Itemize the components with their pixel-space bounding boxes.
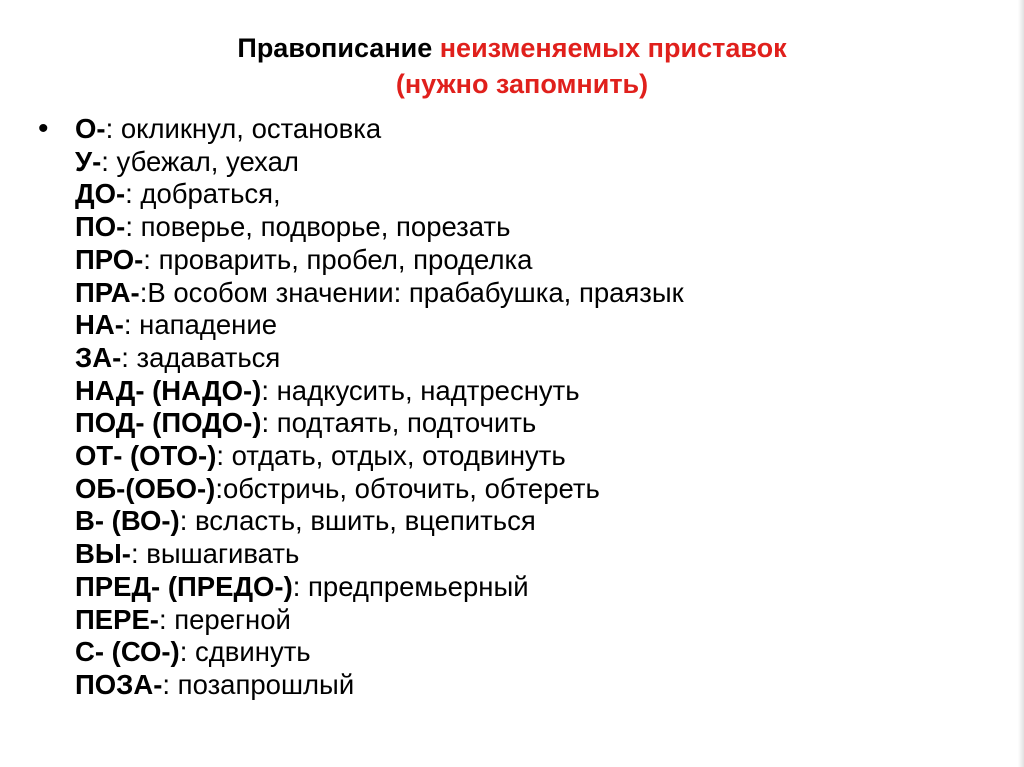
list-item [75, 669, 684, 702]
list-item [75, 407, 684, 440]
list-item [75, 211, 684, 244]
prefix-label: У- [75, 145, 102, 177]
list-item [75, 113, 684, 146]
title-line-1 [0, 30, 1024, 66]
prefix-examples: : задаваться [121, 341, 281, 373]
list-item [75, 244, 684, 277]
list-item [75, 636, 684, 669]
prefix-label: ОТ- (ОТО-) [75, 440, 217, 472]
list-item [75, 440, 684, 473]
list-item [75, 571, 684, 604]
prefix-examples: : добраться, [125, 178, 281, 210]
prefix-examples: : поверье, подворье, порезать [125, 211, 511, 243]
prefix-examples: :обстричь, обточить, обтереть [215, 472, 600, 504]
prefix-examples: : окликнул, остановка [105, 113, 382, 144]
prefix-label: ПЕРЕ- [75, 603, 159, 635]
prefix-label: ПРА- [75, 276, 140, 308]
prefix-label: ПО- [75, 211, 126, 243]
prefix-examples: : сдвинуть [179, 636, 311, 668]
slide-top-edge [0, 0, 1024, 12]
prefix-examples: : подтаять, подточить [261, 407, 537, 439]
prefix-examples: : проварить, пробел, проделка [143, 243, 533, 275]
prefix-label: ПРО- [75, 243, 144, 275]
list-item [75, 342, 684, 375]
list-item [75, 473, 684, 506]
prefix-list [75, 113, 684, 702]
prefix-label: С- (СО-) [75, 636, 180, 668]
list-item [75, 538, 684, 571]
prefix-label: ОБ-(ОБО-) [75, 472, 216, 504]
slide-title [0, 30, 1024, 102]
prefix-label: НА- [75, 309, 124, 341]
prefix-examples: : надкусить, надтреснуть [261, 374, 580, 406]
bullet-icon: • [38, 112, 49, 145]
prefix-label: ПОД- (ПОДО-) [75, 407, 262, 439]
list-item [75, 146, 684, 179]
list-item [75, 375, 684, 408]
prefix-label: ЗА- [75, 341, 122, 373]
list-item [75, 277, 684, 310]
title-plain-text: Правописание [237, 33, 440, 63]
list-item [75, 505, 684, 538]
prefix-examples: : перегной [158, 603, 291, 635]
title-accent-text: неизменяемых приставок [439, 33, 787, 63]
prefix-label: ПОЗА- [75, 668, 163, 700]
prefix-label: НАД- (НАДО-) [75, 374, 262, 406]
title-line-2: (нужно запомнить) [395, 69, 649, 99]
list-item [75, 309, 684, 342]
prefix-examples: :В особом значении: прабабушка, праязык [139, 276, 684, 308]
slide-right-shadow [1018, 0, 1024, 767]
prefix-examples: : убежал, уехал [101, 145, 299, 177]
list-item [75, 604, 684, 637]
prefix-examples: : предпремьерный [292, 570, 529, 602]
prefix-examples: : нападение [123, 309, 278, 341]
prefix-examples: : отдать, отдых, отодвинуть [216, 440, 566, 472]
prefix-label: О- [75, 113, 106, 144]
prefix-label: ВЫ- [75, 538, 131, 570]
prefix-label: В- (ВО-) [75, 505, 180, 537]
prefix-examples: : вышагивать [130, 538, 300, 570]
prefix-examples: : всласть, вшить, вцепиться [179, 505, 536, 537]
prefix-label: ДО- [75, 178, 126, 210]
list-item [75, 178, 684, 211]
prefix-examples: : позапрошлый [162, 668, 355, 700]
prefix-label: ПРЕД- (ПРЕДО-) [75, 570, 293, 602]
